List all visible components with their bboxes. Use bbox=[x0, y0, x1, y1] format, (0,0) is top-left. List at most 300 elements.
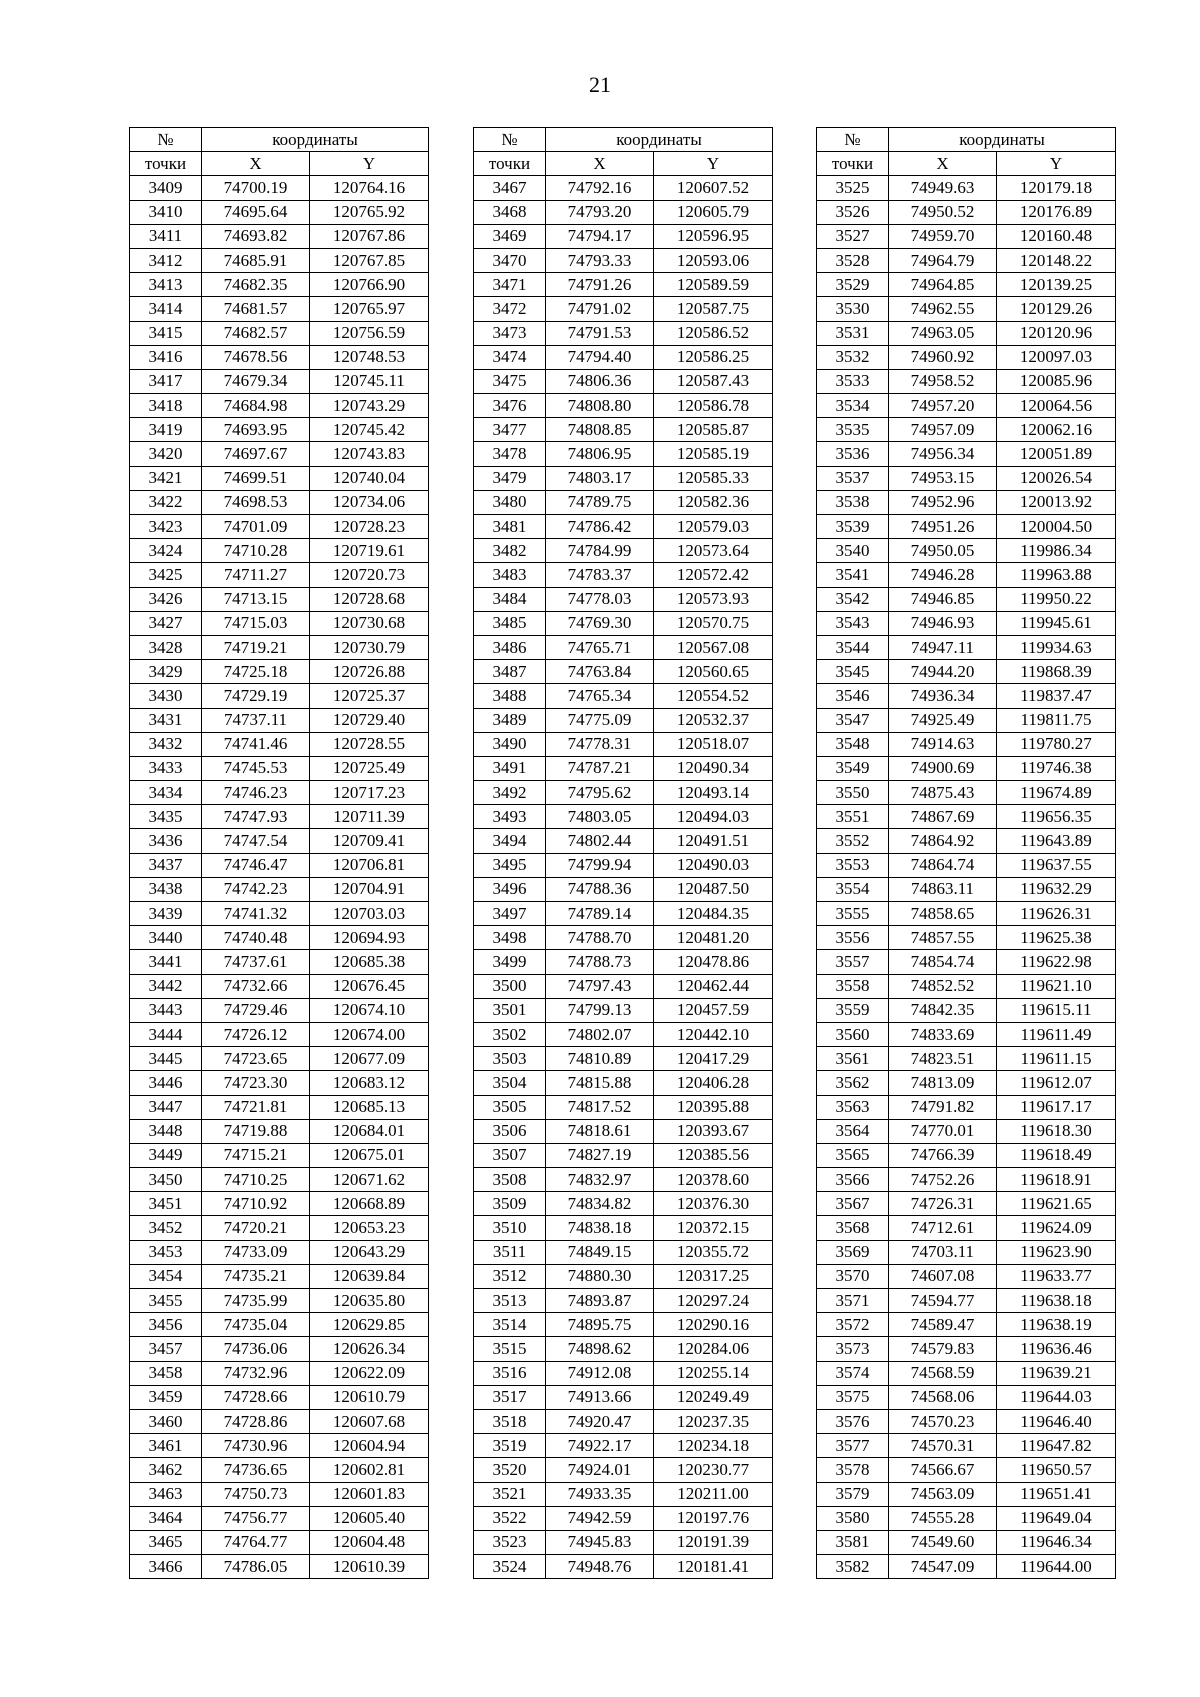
coord-x: 74747.54 bbox=[202, 829, 310, 853]
table-row bbox=[817, 1506, 1116, 1530]
point-number: 3474 bbox=[474, 345, 546, 369]
coord-x: 74568.06 bbox=[889, 1385, 997, 1409]
coord-x: 74784.99 bbox=[546, 539, 654, 563]
point-number: 3560 bbox=[817, 1022, 889, 1046]
coord-x: 74728.86 bbox=[202, 1409, 310, 1433]
coord-y: 119636.46 bbox=[997, 1337, 1116, 1361]
table-row bbox=[817, 224, 1116, 248]
coord-y: 120579.03 bbox=[654, 515, 773, 539]
point-number: 3511 bbox=[474, 1240, 546, 1264]
coord-x: 74719.21 bbox=[202, 635, 310, 659]
table-row bbox=[130, 1143, 429, 1167]
coord-x: 74833.69 bbox=[889, 1022, 997, 1046]
table-row bbox=[130, 1168, 429, 1192]
coord-x: 74933.35 bbox=[546, 1482, 654, 1506]
coord-y: 119633.77 bbox=[997, 1264, 1116, 1288]
point-number: 3442 bbox=[130, 974, 202, 998]
point-number: 3447 bbox=[130, 1095, 202, 1119]
coord-y: 120610.39 bbox=[310, 1555, 429, 1579]
table-row bbox=[130, 611, 429, 635]
point-number: 3512 bbox=[474, 1264, 546, 1288]
coord-x: 74912.08 bbox=[546, 1361, 654, 1385]
point-number: 3558 bbox=[817, 974, 889, 998]
table-row bbox=[130, 563, 429, 587]
point-number: 3457 bbox=[130, 1337, 202, 1361]
coord-x: 74946.28 bbox=[889, 563, 997, 587]
coord-y: 120765.92 bbox=[310, 200, 429, 224]
coord-y: 120230.77 bbox=[654, 1458, 773, 1482]
point-number: 3454 bbox=[130, 1264, 202, 1288]
point-number: 3478 bbox=[474, 442, 546, 466]
coord-x: 74594.77 bbox=[889, 1289, 997, 1313]
table-row bbox=[817, 781, 1116, 805]
point-number: 3522 bbox=[474, 1506, 546, 1530]
point-number: 3448 bbox=[130, 1119, 202, 1143]
coord-y: 120487.50 bbox=[654, 877, 773, 901]
coord-y: 120393.67 bbox=[654, 1119, 773, 1143]
coord-x: 74737.11 bbox=[202, 708, 310, 732]
coord-x: 74880.30 bbox=[546, 1264, 654, 1288]
table-row bbox=[474, 998, 773, 1022]
table-row bbox=[130, 974, 429, 998]
table-row bbox=[817, 321, 1116, 345]
point-number: 3579 bbox=[817, 1482, 889, 1506]
table-row bbox=[474, 539, 773, 563]
table-row bbox=[474, 756, 773, 780]
coord-x: 74924.01 bbox=[546, 1458, 654, 1482]
point-number: 3500 bbox=[474, 974, 546, 998]
header-coordinates: координаты bbox=[889, 128, 1116, 152]
coord-x: 74959.70 bbox=[889, 224, 997, 248]
point-number: 3492 bbox=[474, 781, 546, 805]
coord-y: 120745.42 bbox=[310, 418, 429, 442]
point-number: 3431 bbox=[130, 708, 202, 732]
coord-y: 119963.88 bbox=[997, 563, 1116, 587]
coord-x: 74957.20 bbox=[889, 394, 997, 418]
point-number: 3523 bbox=[474, 1530, 546, 1554]
table-row bbox=[474, 369, 773, 393]
coord-x: 74806.95 bbox=[546, 442, 654, 466]
point-number: 3452 bbox=[130, 1216, 202, 1240]
point-number: 3574 bbox=[817, 1361, 889, 1385]
coord-y: 119674.89 bbox=[997, 781, 1116, 805]
coord-y: 119650.57 bbox=[997, 1458, 1116, 1482]
coord-y: 120740.04 bbox=[310, 466, 429, 490]
coord-x: 74827.19 bbox=[546, 1143, 654, 1167]
point-number: 3548 bbox=[817, 732, 889, 756]
coord-y: 120694.93 bbox=[310, 926, 429, 950]
coord-y: 119621.10 bbox=[997, 974, 1116, 998]
table-row bbox=[130, 224, 429, 248]
coord-y: 120585.87 bbox=[654, 418, 773, 442]
table-row bbox=[474, 1071, 773, 1095]
table-row bbox=[817, 1168, 1116, 1192]
coord-y: 120730.79 bbox=[310, 635, 429, 659]
coord-x: 74867.69 bbox=[889, 805, 997, 829]
table-row bbox=[130, 1216, 429, 1240]
coord-y: 119623.90 bbox=[997, 1240, 1116, 1264]
point-number: 3554 bbox=[817, 877, 889, 901]
point-number: 3479 bbox=[474, 466, 546, 490]
coord-y: 120457.59 bbox=[654, 998, 773, 1022]
table-row bbox=[817, 853, 1116, 877]
coord-x: 74817.52 bbox=[546, 1095, 654, 1119]
table-row bbox=[817, 708, 1116, 732]
table-row bbox=[474, 1216, 773, 1240]
point-number: 3537 bbox=[817, 466, 889, 490]
coord-y: 120139.25 bbox=[997, 273, 1116, 297]
table-row bbox=[474, 611, 773, 635]
table-row bbox=[130, 1240, 429, 1264]
coord-y: 120554.52 bbox=[654, 684, 773, 708]
point-number: 3423 bbox=[130, 515, 202, 539]
table-row bbox=[474, 781, 773, 805]
coord-y: 120297.24 bbox=[654, 1289, 773, 1313]
table-row bbox=[817, 1385, 1116, 1409]
point-number: 3519 bbox=[474, 1434, 546, 1458]
coord-y: 120764.16 bbox=[310, 176, 429, 200]
point-number: 3430 bbox=[130, 684, 202, 708]
point-number: 3444 bbox=[130, 1022, 202, 1046]
coord-x: 74684.98 bbox=[202, 394, 310, 418]
coord-y: 120355.72 bbox=[654, 1240, 773, 1264]
coord-y: 120372.15 bbox=[654, 1216, 773, 1240]
coord-y: 120671.62 bbox=[310, 1168, 429, 1192]
point-number: 3501 bbox=[474, 998, 546, 1022]
table-row bbox=[817, 974, 1116, 998]
point-number: 3561 bbox=[817, 1047, 889, 1071]
table-row bbox=[817, 1409, 1116, 1433]
coord-y: 120255.14 bbox=[654, 1361, 773, 1385]
point-number: 3513 bbox=[474, 1289, 546, 1313]
coord-y: 120560.65 bbox=[654, 660, 773, 684]
coord-y: 120284.06 bbox=[654, 1337, 773, 1361]
coord-x: 74769.30 bbox=[546, 611, 654, 635]
coord-x: 74547.09 bbox=[889, 1555, 997, 1579]
coord-y: 120587.43 bbox=[654, 369, 773, 393]
table-row bbox=[130, 442, 429, 466]
point-number: 3551 bbox=[817, 805, 889, 829]
header-point: точки bbox=[130, 152, 202, 176]
table-row bbox=[130, 660, 429, 684]
coord-y: 120378.60 bbox=[654, 1168, 773, 1192]
point-number: 3543 bbox=[817, 611, 889, 635]
coord-x: 74568.59 bbox=[889, 1361, 997, 1385]
point-number: 3498 bbox=[474, 926, 546, 950]
coord-y: 120756.59 bbox=[310, 321, 429, 345]
coord-y: 119746.38 bbox=[997, 756, 1116, 780]
coord-y: 120728.23 bbox=[310, 515, 429, 539]
coord-x: 74857.55 bbox=[889, 926, 997, 950]
coord-y: 120703.03 bbox=[310, 902, 429, 926]
coord-y: 120635.80 bbox=[310, 1289, 429, 1313]
coord-y: 120120.96 bbox=[997, 321, 1116, 345]
point-number: 3499 bbox=[474, 950, 546, 974]
table-row bbox=[817, 877, 1116, 901]
coord-y: 120385.56 bbox=[654, 1143, 773, 1167]
coord-x: 74699.51 bbox=[202, 466, 310, 490]
table-row bbox=[817, 297, 1116, 321]
table-row bbox=[130, 1264, 429, 1288]
point-number: 3482 bbox=[474, 539, 546, 563]
coord-x: 74838.18 bbox=[546, 1216, 654, 1240]
coord-x: 74701.09 bbox=[202, 515, 310, 539]
coord-x: 74960.92 bbox=[889, 345, 997, 369]
coord-x: 74721.81 bbox=[202, 1095, 310, 1119]
coord-y: 120767.86 bbox=[310, 224, 429, 248]
table-row bbox=[817, 1313, 1116, 1337]
table-row bbox=[817, 345, 1116, 369]
point-number: 3422 bbox=[130, 490, 202, 514]
table-row bbox=[474, 200, 773, 224]
coord-x: 74849.15 bbox=[546, 1240, 654, 1264]
table-row bbox=[130, 1192, 429, 1216]
point-number: 3495 bbox=[474, 853, 546, 877]
coord-x: 74945.83 bbox=[546, 1530, 654, 1554]
coord-x: 74723.30 bbox=[202, 1071, 310, 1095]
point-number: 3556 bbox=[817, 926, 889, 950]
coord-y: 120675.01 bbox=[310, 1143, 429, 1167]
table-row bbox=[817, 1482, 1116, 1506]
coord-y: 120064.56 bbox=[997, 394, 1116, 418]
point-number: 3425 bbox=[130, 563, 202, 587]
point-number: 3508 bbox=[474, 1168, 546, 1192]
coord-x: 74695.64 bbox=[202, 200, 310, 224]
point-number: 3534 bbox=[817, 394, 889, 418]
coord-y: 120677.09 bbox=[310, 1047, 429, 1071]
table-row bbox=[817, 950, 1116, 974]
coord-x: 74802.07 bbox=[546, 1022, 654, 1046]
coord-y: 120249.49 bbox=[654, 1385, 773, 1409]
point-number: 3461 bbox=[130, 1434, 202, 1458]
table-row bbox=[130, 684, 429, 708]
point-number: 3418 bbox=[130, 394, 202, 418]
point-number: 3439 bbox=[130, 902, 202, 926]
point-number: 3525 bbox=[817, 176, 889, 200]
coord-y: 119611.15 bbox=[997, 1047, 1116, 1071]
point-number: 3469 bbox=[474, 224, 546, 248]
table-row bbox=[130, 273, 429, 297]
coord-x: 74834.82 bbox=[546, 1192, 654, 1216]
coord-x: 74729.19 bbox=[202, 684, 310, 708]
coord-x: 74946.93 bbox=[889, 611, 997, 635]
point-number: 3490 bbox=[474, 732, 546, 756]
point-number: 3426 bbox=[130, 587, 202, 611]
coord-x: 74678.56 bbox=[202, 345, 310, 369]
coord-x: 74712.61 bbox=[889, 1216, 997, 1240]
table-row bbox=[474, 248, 773, 272]
coord-x: 74808.85 bbox=[546, 418, 654, 442]
coord-x: 74914.63 bbox=[889, 732, 997, 756]
coord-x: 74802.44 bbox=[546, 829, 654, 853]
coord-y: 120570.75 bbox=[654, 611, 773, 635]
table-row bbox=[474, 442, 773, 466]
point-number: 3460 bbox=[130, 1409, 202, 1433]
table-row bbox=[130, 418, 429, 442]
coord-x: 74710.28 bbox=[202, 539, 310, 563]
coord-y: 119618.91 bbox=[997, 1168, 1116, 1192]
point-number: 3568 bbox=[817, 1216, 889, 1240]
table-row bbox=[130, 1458, 429, 1482]
table-row bbox=[474, 345, 773, 369]
point-number: 3496 bbox=[474, 877, 546, 901]
table-row bbox=[130, 1289, 429, 1313]
coord-x: 74792.16 bbox=[546, 176, 654, 200]
coord-y: 119837.47 bbox=[997, 684, 1116, 708]
coord-y: 120743.29 bbox=[310, 394, 429, 418]
coord-y: 120491.51 bbox=[654, 829, 773, 853]
coord-x: 74735.04 bbox=[202, 1313, 310, 1337]
coord-y: 120585.33 bbox=[654, 466, 773, 490]
coord-y: 120490.34 bbox=[654, 756, 773, 780]
table-row bbox=[474, 1361, 773, 1385]
coord-x: 74842.35 bbox=[889, 998, 997, 1022]
coord-y: 120586.78 bbox=[654, 394, 773, 418]
coord-x: 74948.76 bbox=[546, 1555, 654, 1579]
table-row bbox=[817, 1289, 1116, 1313]
table-row bbox=[817, 369, 1116, 393]
point-number: 3449 bbox=[130, 1143, 202, 1167]
coord-x: 74735.99 bbox=[202, 1289, 310, 1313]
coord-x: 74715.21 bbox=[202, 1143, 310, 1167]
coord-x: 74799.94 bbox=[546, 853, 654, 877]
coord-x: 74726.31 bbox=[889, 1192, 997, 1216]
point-number: 3443 bbox=[130, 998, 202, 1022]
coord-y: 120674.10 bbox=[310, 998, 429, 1022]
table-row bbox=[817, 756, 1116, 780]
coord-x: 74895.75 bbox=[546, 1313, 654, 1337]
point-number: 3547 bbox=[817, 708, 889, 732]
point-number: 3446 bbox=[130, 1071, 202, 1095]
coord-x: 74799.13 bbox=[546, 998, 654, 1022]
table-row bbox=[474, 1385, 773, 1409]
coord-x: 74715.03 bbox=[202, 611, 310, 635]
coord-x: 74766.39 bbox=[889, 1143, 997, 1167]
table-row bbox=[130, 297, 429, 321]
coord-x: 74951.26 bbox=[889, 515, 997, 539]
coord-y: 119643.89 bbox=[997, 829, 1116, 853]
coord-y: 119612.07 bbox=[997, 1071, 1116, 1095]
header-coordinates: координаты bbox=[546, 128, 773, 152]
coord-y: 120720.73 bbox=[310, 563, 429, 587]
coord-y: 120191.39 bbox=[654, 1530, 773, 1554]
coord-x: 74858.65 bbox=[889, 902, 997, 926]
table-row bbox=[474, 1530, 773, 1554]
header-point: точки bbox=[474, 152, 546, 176]
point-number: 3467 bbox=[474, 176, 546, 200]
table-row bbox=[130, 369, 429, 393]
table-row bbox=[130, 321, 429, 345]
point-number: 3503 bbox=[474, 1047, 546, 1071]
table-row bbox=[817, 1143, 1116, 1167]
coord-x: 74783.37 bbox=[546, 563, 654, 587]
coord-x: 74566.67 bbox=[889, 1458, 997, 1482]
table-row bbox=[130, 708, 429, 732]
point-number: 3549 bbox=[817, 756, 889, 780]
coord-y: 119622.98 bbox=[997, 950, 1116, 974]
point-number: 3459 bbox=[130, 1385, 202, 1409]
page-number: 21 bbox=[589, 72, 611, 97]
table-row bbox=[474, 466, 773, 490]
coord-y: 120587.75 bbox=[654, 297, 773, 321]
coord-x: 74770.01 bbox=[889, 1119, 997, 1143]
header-x: X bbox=[546, 152, 654, 176]
table-row bbox=[474, 974, 773, 998]
coord-x: 74808.80 bbox=[546, 394, 654, 418]
point-number: 3518 bbox=[474, 1409, 546, 1433]
coord-y: 119950.22 bbox=[997, 587, 1116, 611]
header-y: Y bbox=[310, 152, 429, 176]
point-number: 3529 bbox=[817, 273, 889, 297]
table-row bbox=[130, 1337, 429, 1361]
table-row bbox=[474, 587, 773, 611]
coord-x: 74778.31 bbox=[546, 732, 654, 756]
coord-y: 120734.06 bbox=[310, 490, 429, 514]
coord-x: 74765.71 bbox=[546, 635, 654, 659]
coord-x: 74763.84 bbox=[546, 660, 654, 684]
point-number: 3411 bbox=[130, 224, 202, 248]
table-row bbox=[817, 1458, 1116, 1482]
table-row bbox=[474, 853, 773, 877]
table-row bbox=[474, 1482, 773, 1506]
point-number: 3581 bbox=[817, 1530, 889, 1554]
point-number: 3504 bbox=[474, 1071, 546, 1095]
coord-y: 119626.31 bbox=[997, 902, 1116, 926]
coord-y: 119646.34 bbox=[997, 1530, 1116, 1554]
table-row bbox=[474, 1240, 773, 1264]
point-number: 3538 bbox=[817, 490, 889, 514]
table-row bbox=[817, 660, 1116, 684]
point-number: 3440 bbox=[130, 926, 202, 950]
table-row bbox=[474, 563, 773, 587]
header-row bbox=[130, 152, 429, 176]
table-row bbox=[817, 611, 1116, 635]
point-number: 3553 bbox=[817, 853, 889, 877]
coord-x: 74693.95 bbox=[202, 418, 310, 442]
point-number: 3471 bbox=[474, 273, 546, 297]
coord-x: 74952.96 bbox=[889, 490, 997, 514]
point-number: 3415 bbox=[130, 321, 202, 345]
coord-y: 120589.59 bbox=[654, 273, 773, 297]
coord-y: 120567.08 bbox=[654, 635, 773, 659]
table-row bbox=[130, 176, 429, 200]
table-row bbox=[817, 394, 1116, 418]
point-number: 3510 bbox=[474, 1216, 546, 1240]
table-row bbox=[130, 853, 429, 877]
coord-x: 74682.57 bbox=[202, 321, 310, 345]
coord-x: 74964.85 bbox=[889, 273, 997, 297]
table-row bbox=[474, 515, 773, 539]
coord-y: 120494.03 bbox=[654, 805, 773, 829]
point-number: 3552 bbox=[817, 829, 889, 853]
coord-y: 120605.79 bbox=[654, 200, 773, 224]
point-number: 3506 bbox=[474, 1119, 546, 1143]
coord-y: 120085.96 bbox=[997, 369, 1116, 393]
coord-y: 120726.88 bbox=[310, 660, 429, 684]
coord-x: 74947.11 bbox=[889, 635, 997, 659]
coord-x: 74793.20 bbox=[546, 200, 654, 224]
coord-y: 120586.52 bbox=[654, 321, 773, 345]
coord-x: 74570.23 bbox=[889, 1409, 997, 1433]
point-number: 3497 bbox=[474, 902, 546, 926]
table-row bbox=[817, 490, 1116, 514]
coord-x: 74813.09 bbox=[889, 1071, 997, 1095]
coord-y: 120767.85 bbox=[310, 248, 429, 272]
coord-x: 74752.26 bbox=[889, 1168, 997, 1192]
coord-x: 74875.43 bbox=[889, 781, 997, 805]
point-number: 3578 bbox=[817, 1458, 889, 1482]
coord-x: 74797.43 bbox=[546, 974, 654, 998]
